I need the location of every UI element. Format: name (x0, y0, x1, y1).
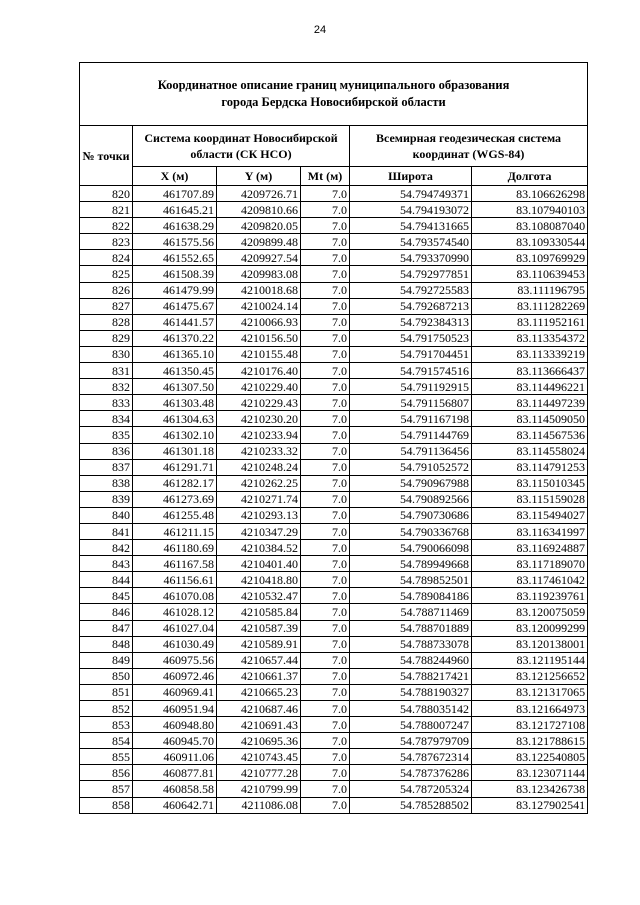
table-row (80, 314, 588, 330)
mt-cell: 7.0 (301, 636, 350, 652)
point-number-cell: 829 (80, 330, 133, 346)
table-row (80, 765, 588, 781)
table-row (80, 781, 588, 797)
table-row (80, 540, 588, 556)
point-number-cell: 856 (80, 765, 133, 781)
x-cell: 460858.58 (133, 781, 217, 797)
longitude-cell: 83.107940103 (472, 202, 588, 218)
mt-cell: 7.0 (301, 282, 350, 298)
table-row (80, 330, 588, 346)
longitude-cell: 83.115010345 (472, 475, 588, 491)
longitude-cell: 83.116924887 (472, 540, 588, 556)
table-row (80, 346, 588, 362)
y-cell: 4210665.23 (217, 684, 301, 700)
mt-cell: 7.0 (301, 491, 350, 507)
latitude-cell: 54.787205324 (350, 781, 472, 797)
latitude-cell: 54.793370990 (350, 250, 472, 266)
longitude-cell: 83.117461042 (472, 572, 588, 588)
x-cell: 461638.29 (133, 218, 217, 234)
table-row (80, 379, 588, 395)
point-number-cell: 838 (80, 475, 133, 491)
y-cell: 4210229.43 (217, 395, 301, 411)
mt-cell: 7.0 (301, 443, 350, 459)
longitude-cell: 83.109330544 (472, 234, 588, 250)
y-cell: 4210248.24 (217, 459, 301, 475)
x-cell: 461370.22 (133, 330, 217, 346)
mt-cell: 7.0 (301, 620, 350, 636)
point-number-cell: 844 (80, 572, 133, 588)
x-cell: 461575.56 (133, 234, 217, 250)
point-number-cell: 851 (80, 684, 133, 700)
longitude-cell: 83.121317065 (472, 684, 588, 700)
x-cell: 461475.67 (133, 298, 217, 314)
point-number-cell: 845 (80, 588, 133, 604)
point-number-cell: 830 (80, 346, 133, 362)
table-row (80, 475, 588, 491)
mt-cell: 7.0 (301, 363, 350, 379)
mt-cell: 7.0 (301, 459, 350, 475)
point-number-cell: 836 (80, 443, 133, 459)
x-cell: 460972.46 (133, 668, 217, 684)
y-cell: 4210799.99 (217, 781, 301, 797)
latitude-cell: 54.785288502 (350, 797, 472, 813)
table-body (80, 186, 588, 814)
latitude-cell: 54.791167198 (350, 411, 472, 427)
page-number: 24 (313, 24, 327, 36)
x-cell: 461028.12 (133, 604, 217, 620)
latitude-cell: 54.788244960 (350, 652, 472, 668)
longitude-cell: 83.111196795 (472, 282, 588, 298)
x-cell: 461479.99 (133, 282, 217, 298)
table-row (80, 234, 588, 250)
mt-cell: 7.0 (301, 346, 350, 362)
longitude-cell: 83.114558024 (472, 443, 588, 459)
latitude-cell: 54.789949668 (350, 556, 472, 572)
y-cell: 4210271.74 (217, 491, 301, 507)
longitude-cell: 83.110639453 (472, 266, 588, 282)
y-cell: 4210293.13 (217, 507, 301, 523)
mt-cell: 7.0 (301, 588, 350, 604)
y-cell: 4210585.84 (217, 604, 301, 620)
x-cell: 461645.21 (133, 202, 217, 218)
mt-cell: 7.0 (301, 797, 350, 813)
mt-cell: 7.0 (301, 266, 350, 282)
mt-cell: 7.0 (301, 604, 350, 620)
latitude-cell: 54.788190327 (350, 684, 472, 700)
longitude-cell: 83.123071144 (472, 765, 588, 781)
longitude-cell: 83.111282269 (472, 298, 588, 314)
table-row (80, 411, 588, 427)
y-cell: 4209983.08 (217, 266, 301, 282)
mt-cell: 7.0 (301, 540, 350, 556)
longitude-cell: 83.113339219 (472, 346, 588, 362)
y-cell: 4209726.71 (217, 186, 301, 202)
point-number-cell: 858 (80, 797, 133, 813)
latitude-cell: 54.790967988 (350, 475, 472, 491)
point-number-cell: 820 (80, 186, 133, 202)
longitude-cell: 83.127902541 (472, 797, 588, 813)
mt-cell: 7.0 (301, 701, 350, 717)
latitude-cell: 54.787376286 (350, 765, 472, 781)
y-cell: 4209820.05 (217, 218, 301, 234)
x-cell: 460877.81 (133, 765, 217, 781)
table-row (80, 588, 588, 604)
latitude-cell: 54.791052572 (350, 459, 472, 475)
point-number-cell: 834 (80, 411, 133, 427)
point-number-cell: 850 (80, 668, 133, 684)
longitude-cell: 83.120138001 (472, 636, 588, 652)
longitude-cell: 83.115159028 (472, 491, 588, 507)
y-cell: 4211086.08 (217, 797, 301, 813)
table-row (80, 266, 588, 282)
x-cell: 461273.69 (133, 491, 217, 507)
x-cell: 461365.10 (133, 346, 217, 362)
point-number-cell: 848 (80, 636, 133, 652)
x-cell: 460951.94 (133, 701, 217, 717)
point-number-cell: 841 (80, 523, 133, 539)
latitude-cell: 54.791156807 (350, 395, 472, 411)
latitude-cell: 54.790336768 (350, 523, 472, 539)
header-point-number: № точки (80, 126, 133, 186)
y-cell: 4209810.66 (217, 202, 301, 218)
header-longitude: Долгота (472, 167, 588, 186)
x-cell: 460642.71 (133, 797, 217, 813)
y-cell: 4210657.44 (217, 652, 301, 668)
longitude-cell: 83.116341997 (472, 523, 588, 539)
latitude-cell: 54.794749371 (350, 186, 472, 202)
y-cell: 4210024.14 (217, 298, 301, 314)
x-cell: 460911.06 (133, 749, 217, 765)
x-cell: 461156.61 (133, 572, 217, 588)
point-number-cell: 840 (80, 507, 133, 523)
latitude-cell: 54.790730686 (350, 507, 472, 523)
latitude-cell: 54.791574516 (350, 363, 472, 379)
table-row (80, 491, 588, 507)
x-cell: 461167.58 (133, 556, 217, 572)
y-cell: 4210418.80 (217, 572, 301, 588)
table-row (80, 250, 588, 266)
mt-cell: 7.0 (301, 427, 350, 443)
latitude-cell: 54.792384313 (350, 314, 472, 330)
point-number-cell: 837 (80, 459, 133, 475)
longitude-cell: 83.123426738 (472, 781, 588, 797)
longitude-cell: 83.121256652 (472, 668, 588, 684)
mt-cell: 7.0 (301, 507, 350, 523)
latitude-cell: 54.788035142 (350, 701, 472, 717)
y-cell: 4210661.37 (217, 668, 301, 684)
latitude-cell: 54.792977851 (350, 266, 472, 282)
x-cell: 461211.15 (133, 523, 217, 539)
longitude-cell: 83.121788615 (472, 733, 588, 749)
mt-cell: 7.0 (301, 475, 350, 491)
x-cell: 461180.69 (133, 540, 217, 556)
table-row (80, 427, 588, 443)
mt-cell: 7.0 (301, 330, 350, 346)
latitude-cell: 54.788701889 (350, 620, 472, 636)
point-number-cell: 827 (80, 298, 133, 314)
latitude-cell: 54.787979709 (350, 733, 472, 749)
header-mt: Mt (м) (301, 167, 350, 186)
latitude-cell: 54.791704451 (350, 346, 472, 362)
x-cell: 461508.39 (133, 266, 217, 282)
x-cell: 461441.57 (133, 314, 217, 330)
longitude-cell: 83.113354372 (472, 330, 588, 346)
longitude-cell: 83.121664973 (472, 701, 588, 717)
longitude-cell: 83.111952161 (472, 314, 588, 330)
point-number-cell: 831 (80, 363, 133, 379)
latitude-cell: 54.794131665 (350, 218, 472, 234)
table-row (80, 652, 588, 668)
mt-cell: 7.0 (301, 202, 350, 218)
header-nso-system: Система координат Новосибирской области (СК НСО) (133, 126, 350, 167)
x-cell: 461030.49 (133, 636, 217, 652)
mt-cell: 7.0 (301, 250, 350, 266)
mt-cell: 7.0 (301, 523, 350, 539)
table-row (80, 604, 588, 620)
y-cell: 4209927.54 (217, 250, 301, 266)
x-cell: 461304.63 (133, 411, 217, 427)
table-row (80, 684, 588, 700)
point-number-cell: 822 (80, 218, 133, 234)
longitude-cell: 83.113666437 (472, 363, 588, 379)
longitude-cell: 83.120075059 (472, 604, 588, 620)
y-cell: 4210743.45 (217, 749, 301, 765)
point-number-cell: 854 (80, 733, 133, 749)
longitude-cell: 83.122540805 (472, 749, 588, 765)
x-cell: 460945.70 (133, 733, 217, 749)
x-cell: 461303.48 (133, 395, 217, 411)
table-title-line1: Координатное описание границ муниципального образования (157, 78, 510, 92)
point-number-cell: 852 (80, 701, 133, 717)
x-cell: 461307.50 (133, 379, 217, 395)
y-cell: 4210347.29 (217, 523, 301, 539)
table-row (80, 636, 588, 652)
mt-cell: 7.0 (301, 572, 350, 588)
point-number-cell: 833 (80, 395, 133, 411)
y-cell: 4210401.40 (217, 556, 301, 572)
latitude-cell: 54.789084186 (350, 588, 472, 604)
y-cell: 4210691.43 (217, 717, 301, 733)
latitude-cell: 54.788007247 (350, 717, 472, 733)
x-cell: 461350.45 (133, 363, 217, 379)
mt-cell: 7.0 (301, 298, 350, 314)
table-row (80, 363, 588, 379)
mt-cell: 7.0 (301, 717, 350, 733)
mt-cell: 7.0 (301, 556, 350, 572)
point-number-cell: 824 (80, 250, 133, 266)
header-wgs-system: Всемирная геодезическая система координат (WGS-84) (350, 126, 588, 167)
header-x: X (м) (133, 167, 217, 186)
coordinates-table (79, 62, 588, 814)
mt-cell: 7.0 (301, 765, 350, 781)
y-cell: 4210687.46 (217, 701, 301, 717)
y-cell: 4210589.91 (217, 636, 301, 652)
table-row (80, 733, 588, 749)
x-cell: 461302.10 (133, 427, 217, 443)
latitude-cell: 54.793574540 (350, 234, 472, 250)
latitude-cell: 54.791136456 (350, 443, 472, 459)
point-number-cell: 826 (80, 282, 133, 298)
y-cell: 4210233.32 (217, 443, 301, 459)
table-row (80, 282, 588, 298)
y-cell: 4210384.52 (217, 540, 301, 556)
longitude-cell: 83.121195144 (472, 652, 588, 668)
table-row (80, 572, 588, 588)
mt-cell: 7.0 (301, 234, 350, 250)
longitude-cell: 83.109769929 (472, 250, 588, 266)
table-row (80, 202, 588, 218)
latitude-cell: 54.794193072 (350, 202, 472, 218)
longitude-cell: 83.114496221 (472, 379, 588, 395)
latitude-cell: 54.787672314 (350, 749, 472, 765)
latitude-cell: 54.788711469 (350, 604, 472, 620)
latitude-cell: 54.792725583 (350, 282, 472, 298)
table-row (80, 717, 588, 733)
point-number-cell: 855 (80, 749, 133, 765)
y-cell: 4210155.48 (217, 346, 301, 362)
header-y: Y (м) (217, 167, 301, 186)
x-cell: 461291.71 (133, 459, 217, 475)
longitude-cell: 83.115494027 (472, 507, 588, 523)
y-cell: 4210587.39 (217, 620, 301, 636)
latitude-cell: 54.790066098 (350, 540, 472, 556)
y-cell: 4210262.25 (217, 475, 301, 491)
point-number-cell: 828 (80, 314, 133, 330)
table-row (80, 298, 588, 314)
mt-cell: 7.0 (301, 314, 350, 330)
y-cell: 4210229.40 (217, 379, 301, 395)
latitude-cell: 54.791192915 (350, 379, 472, 395)
table-row (80, 218, 588, 234)
point-number-cell: 853 (80, 717, 133, 733)
point-number-cell: 842 (80, 540, 133, 556)
y-cell: 4210233.94 (217, 427, 301, 443)
table-row (80, 556, 588, 572)
table-row (80, 459, 588, 475)
y-cell: 4210176.40 (217, 363, 301, 379)
table-row (80, 523, 588, 539)
table-row (80, 797, 588, 813)
point-number-cell: 849 (80, 652, 133, 668)
point-number-cell: 846 (80, 604, 133, 620)
table-title (80, 63, 588, 126)
longitude-cell: 83.114791253 (472, 459, 588, 475)
y-cell: 4209899.48 (217, 234, 301, 250)
longitude-cell: 83.114497239 (472, 395, 588, 411)
x-cell: 460975.56 (133, 652, 217, 668)
mt-cell: 7.0 (301, 684, 350, 700)
table-row (80, 186, 588, 202)
x-cell: 461282.17 (133, 475, 217, 491)
point-number-cell: 832 (80, 379, 133, 395)
x-cell: 460948.80 (133, 717, 217, 733)
latitude-cell: 54.792687213 (350, 298, 472, 314)
latitude-cell: 54.790892566 (350, 491, 472, 507)
latitude-cell: 54.791144769 (350, 427, 472, 443)
point-number-cell: 821 (80, 202, 133, 218)
mt-cell: 7.0 (301, 652, 350, 668)
latitude-cell: 54.791750523 (350, 330, 472, 346)
mt-cell: 7.0 (301, 749, 350, 765)
y-cell: 4210156.50 (217, 330, 301, 346)
point-number-cell: 823 (80, 234, 133, 250)
mt-cell: 7.0 (301, 395, 350, 411)
y-cell: 4210066.93 (217, 314, 301, 330)
x-cell: 460969.41 (133, 684, 217, 700)
y-cell: 4210018.68 (217, 282, 301, 298)
mt-cell: 7.0 (301, 733, 350, 749)
longitude-cell: 83.121727108 (472, 717, 588, 733)
y-cell: 4210230.20 (217, 411, 301, 427)
point-number-cell: 839 (80, 491, 133, 507)
mt-cell: 7.0 (301, 668, 350, 684)
longitude-cell: 83.114567536 (472, 427, 588, 443)
longitude-cell: 83.117189070 (472, 556, 588, 572)
mt-cell: 7.0 (301, 186, 350, 202)
point-number-cell: 843 (80, 556, 133, 572)
x-cell: 461707.89 (133, 186, 217, 202)
point-number-cell: 825 (80, 266, 133, 282)
y-cell: 4210777.28 (217, 765, 301, 781)
longitude-cell: 83.106626298 (472, 186, 588, 202)
mt-cell: 7.0 (301, 218, 350, 234)
mt-cell: 7.0 (301, 379, 350, 395)
x-cell: 461070.08 (133, 588, 217, 604)
table-row (80, 507, 588, 523)
longitude-cell: 83.114509050 (472, 411, 588, 427)
y-cell: 4210695.36 (217, 733, 301, 749)
x-cell: 461552.65 (133, 250, 217, 266)
y-cell: 4210532.47 (217, 588, 301, 604)
point-number-cell: 835 (80, 427, 133, 443)
table-row (80, 395, 588, 411)
table-row (80, 701, 588, 717)
table-row (80, 443, 588, 459)
table-row (80, 620, 588, 636)
longitude-cell: 83.120099299 (472, 620, 588, 636)
longitude-cell: 83.119239761 (472, 588, 588, 604)
latitude-cell: 54.789852501 (350, 572, 472, 588)
latitude-cell: 54.788217421 (350, 668, 472, 684)
point-number-cell: 857 (80, 781, 133, 797)
longitude-cell: 83.108087040 (472, 218, 588, 234)
table-row (80, 749, 588, 765)
x-cell: 461255.48 (133, 507, 217, 523)
mt-cell: 7.0 (301, 781, 350, 797)
header-latitude: Широта (350, 167, 472, 186)
table-title-line2: города Бердска Новосибирской области (221, 95, 446, 109)
latitude-cell: 54.788733078 (350, 636, 472, 652)
x-cell: 461301.18 (133, 443, 217, 459)
point-number-cell: 847 (80, 620, 133, 636)
mt-cell: 7.0 (301, 411, 350, 427)
x-cell: 461027.04 (133, 620, 217, 636)
table-row (80, 668, 588, 684)
